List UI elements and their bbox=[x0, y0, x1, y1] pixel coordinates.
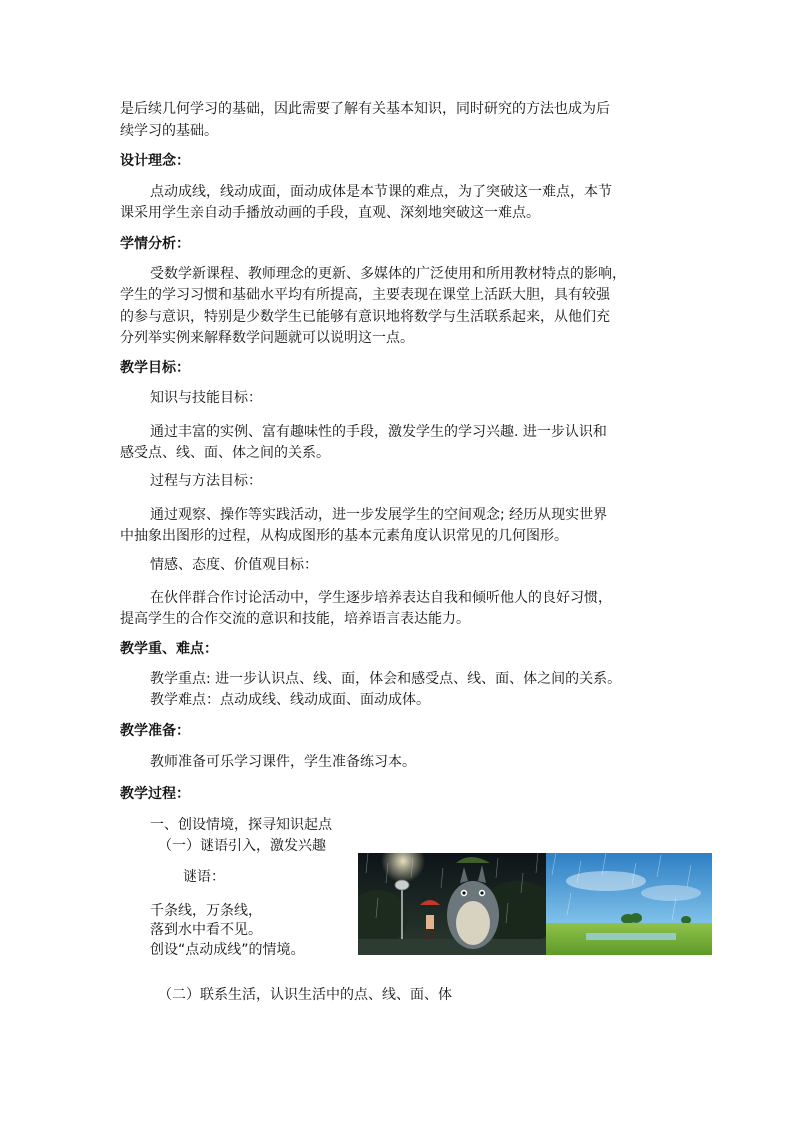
intro-line-2: 续学习的基础。 bbox=[120, 123, 218, 139]
design-line-2: 课采用学生亲自动手播放动画的手段，直观、深刻地突破这一难点。 bbox=[120, 205, 540, 221]
design-line-1: 点动成线，线动成面，面动成体是本节课的难点，为了突破这一难点，本节 bbox=[150, 184, 612, 200]
emotion-label: 情感、态度、价值观目标： bbox=[150, 557, 318, 573]
analysis-line-4: 分列举实例来解释数学问题就可以说明这一点。 bbox=[120, 330, 414, 346]
design-heading: 设计理念： bbox=[120, 153, 190, 169]
emotion-line-2: 提高学生的合作交流的意识和技能，培养语言表达能力。 bbox=[120, 611, 470, 627]
process-line-2: 中抽象出图形的过程，从构成图形的基本元素角度认识常见的几何图形。 bbox=[120, 528, 568, 544]
prep-heading: 教学准备： bbox=[120, 723, 190, 739]
riddle-line-3: 创设“点动成线”的情境。 bbox=[150, 942, 305, 958]
knowledge-line-2: 感受点、线、面、体之间的关系。 bbox=[120, 445, 330, 461]
totoro-rain-illustration bbox=[358, 853, 546, 955]
analysis-line-3: 的参与意识，特别是少数学生已能够有意识地将数学与生活联系起来，从他们充 bbox=[120, 309, 610, 325]
keypoints-heading: 教学重、难点： bbox=[120, 641, 218, 657]
riddle-line-2: 落到水中看不见。 bbox=[150, 922, 262, 938]
process-label: 过程与方法目标： bbox=[150, 473, 262, 489]
rain-field-image bbox=[546, 853, 712, 955]
process-step-1: 一、创设情境，探寻知识起点 bbox=[150, 817, 332, 833]
emotion-line-1: 在伙伴群合作讨论活动中，学生逐步培养表达自我和倾听他人的良好习惯， bbox=[150, 590, 612, 606]
analysis-line-2: 学生的学习习惯和基础水平均有所提高，主要表现在课堂上活跃大胆，具有较强 bbox=[120, 287, 610, 303]
goals-heading: 教学目标： bbox=[120, 360, 190, 376]
analysis-heading: 学情分析： bbox=[120, 236, 190, 252]
knowledge-label: 知识与技能目标： bbox=[150, 390, 262, 406]
process-heading: 教学过程： bbox=[120, 786, 190, 802]
prep-line-1: 教师准备可乐学习课件，学生准备练习本。 bbox=[150, 754, 416, 770]
rain-field-illustration bbox=[546, 853, 712, 955]
process-sub-2: （二）联系生活，认识生活中的点、线、面、体 bbox=[158, 987, 452, 1003]
totoro-rain-image bbox=[358, 853, 546, 955]
keypoint-line-2: 教学难点：点动成线、线动成面、面动成体。 bbox=[150, 692, 430, 708]
process-sub-1: （一）谜语引入，激发兴趣 bbox=[158, 838, 326, 854]
riddle-label: 谜语： bbox=[183, 869, 225, 885]
analysis-line-1: 受数学新课程、教师理念的更新、多媒体的广泛使用和所用教材特点的影响， bbox=[150, 266, 626, 282]
keypoint-line-1: 教学重点: 进一步认识点、线、面，体会和感受点、线、面、体之间的关系。 bbox=[150, 671, 622, 687]
knowledge-line-1: 通过丰富的实例、富有趣味性的手段，激发学生的学习兴趣. 进一步认识和 bbox=[150, 424, 607, 440]
riddle-line-1: 千条线，万条线， bbox=[150, 903, 262, 919]
intro-line-1: 是后续几何学习的基础，因此需要了解有关基本知识，同时研究的方法也成为后 bbox=[120, 101, 610, 117]
process-line-1: 通过观察、操作等实践活动，进一步发展学生的空间观念; 经历从现实世界 bbox=[150, 507, 608, 523]
